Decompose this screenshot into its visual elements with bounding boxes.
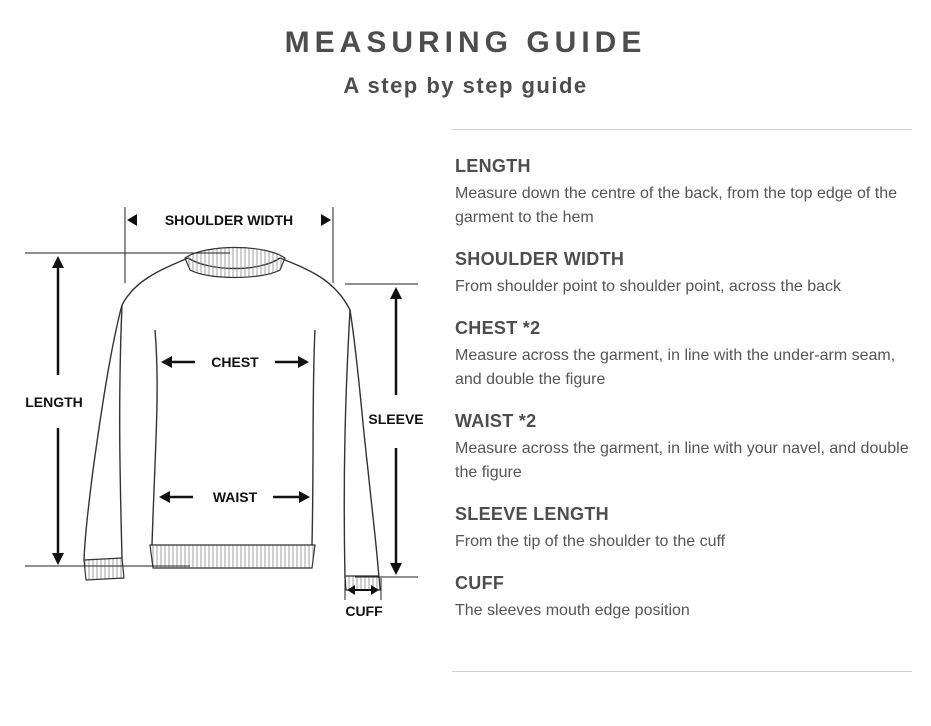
guide-item-description: The sleeves mouth edge position — [455, 602, 690, 619]
guide-item-heading: LENGTH — [455, 156, 531, 176]
measurement-guide-list — [455, 153, 915, 623]
guide-item-shoulder-width — [455, 246, 915, 299]
page-subtitle: A step by step guide — [343, 73, 588, 98]
sleeve-arrow — [390, 287, 402, 575]
bottom-divider — [452, 671, 912, 672]
guide-item-description: Measure across the garment, in line with your navel, and double the figure — [455, 440, 909, 481]
guide-item-sleeve-length — [455, 501, 915, 554]
sweater-outline — [84, 258, 379, 578]
guide-item-heading: SHOULDER WIDTH — [455, 249, 625, 269]
guide-item-cuff — [455, 570, 915, 623]
chest-label: CHEST — [211, 354, 259, 370]
page-title: MEASURING GUIDE — [284, 26, 647, 59]
left-cuff-rib — [84, 558, 124, 580]
top-divider — [452, 129, 912, 130]
guide-item-chest — [455, 315, 915, 392]
cuff-label: CUFF — [345, 603, 383, 619]
collar-rib — [185, 248, 285, 278]
guide-item-description: Measure down the centre of the back, from the top edge of the garment to the hem — [455, 185, 898, 226]
length-arrow — [52, 256, 64, 565]
sleeve-label: SLEEVE — [368, 411, 424, 427]
guide-item-length — [455, 153, 915, 230]
shoulder-width-label: SHOULDER WIDTH — [164, 212, 294, 228]
guide-item-heading: SLEEVE LENGTH — [455, 504, 609, 524]
guide-item-description: From shoulder point to shoulder point, across the back — [455, 278, 841, 295]
hem-rib — [150, 545, 315, 568]
guide-item-heading: CHEST *2 — [455, 318, 541, 338]
guide-item-description: From the tip of the shoulder to the cuff — [455, 533, 726, 550]
sweater-measurement-diagram — [0, 190, 440, 620]
length-label: LENGTH — [25, 394, 83, 410]
guide-item-description: Measure across the garment, in line with the under-arm seam, and double the figure — [455, 347, 896, 388]
waist-label: WAIST — [212, 489, 258, 505]
guide-item-heading: CUFF — [455, 573, 505, 593]
guide-item-waist — [455, 408, 915, 485]
guide-item-heading: WAIST *2 — [455, 411, 537, 431]
